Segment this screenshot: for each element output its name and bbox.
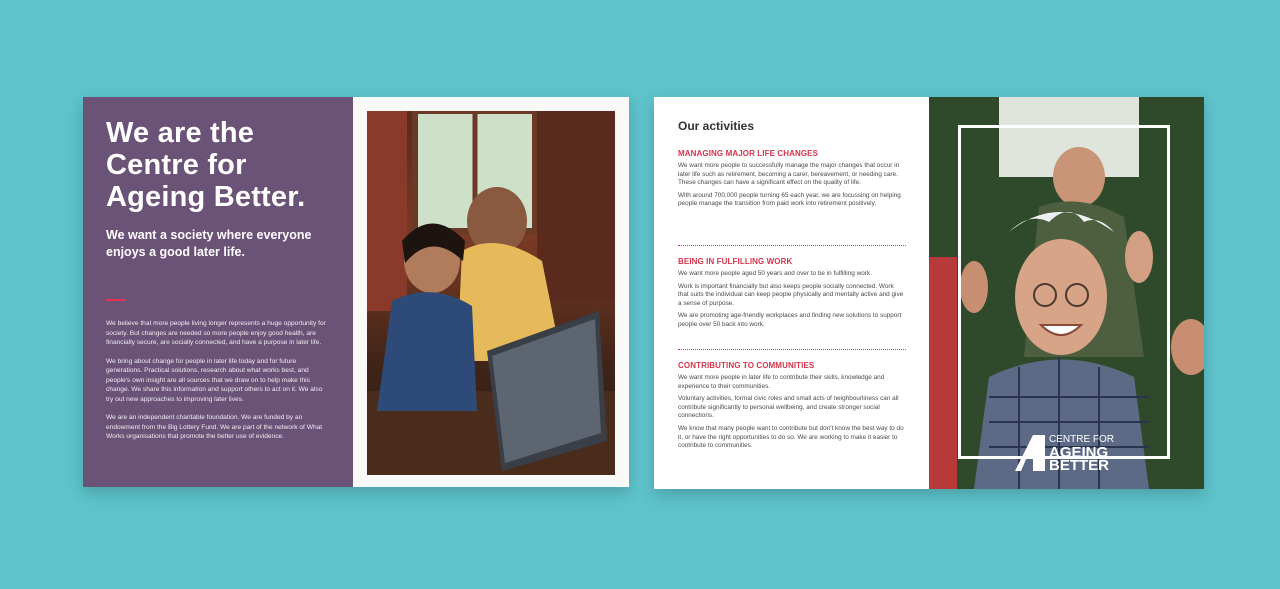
subheadline (106, 227, 336, 261)
photo-illustration (367, 111, 615, 475)
red-divider (106, 299, 126, 301)
headline-line-3: Ageing Better. (106, 181, 306, 213)
section-paragraph: We want more people in later life to contribute their skills, knowledge and experience to their communities. (678, 374, 885, 390)
section-paragraph: Voluntary activities, formal civic roles and small acts of neighbourliness can all contribute significantly to personal wellbeing, and create stronger social connections. (678, 395, 899, 420)
section-paragraph: We want more people aged 50 years and over to be in fulfilling work. (678, 270, 872, 277)
dotted-divider (678, 349, 906, 350)
logo-wordmark (1049, 433, 1114, 472)
intro-paragraph: We are an independent charitable foundation. We are funded by an endowment from the Big Lottery Fund. We are part of the network of What Works organisations that promote the better use of evidence. (106, 414, 323, 440)
activities-title: Our activities (678, 119, 755, 133)
logo-line-2: AGEING (1049, 444, 1109, 461)
subhead-line-2: enjoys a good later life. (106, 245, 245, 259)
intro-paragraph: We believe that more people living longer represents a huge opportunity for society. But changes are needed so more people enjoy good health, are financially secure, are socially connected, and have a purpose in later life. (106, 320, 326, 346)
intro-body-copy (106, 319, 328, 451)
subhead-line-1: We want a society where everyone (106, 228, 312, 242)
section-heading: CONTRIBUTING TO COMMUNITIES (678, 361, 815, 370)
purple-intro-page (83, 97, 353, 487)
intro-paragraph: We bring about change for people in later life today and for future generations. Practical solutions, research about what works best, and people's own insight are all sources that we draw on to help make this change. We share this information and support others to act on it. We also try out new approaches to improving later lives. (106, 357, 323, 403)
centre-for-ageing-better-logo (1015, 433, 1114, 472)
logo-mark-icon (1015, 435, 1045, 471)
section-heading: BEING IN FULFILLING WORK (678, 257, 793, 266)
photo-girl-grandmother-laptop (367, 111, 615, 475)
section-paragraph: Work is important financially but also keeps people socially connected. Work that suits the individual can keep people physically and mentally active and give a sense of purpose. (678, 282, 904, 307)
section-major-life-changes (678, 149, 906, 213)
headline-line-1: We are the (106, 117, 255, 149)
section-paragraph: We are promoting age-friendly workplaces and finding new solutions to support people over 50 back into work. (678, 312, 902, 328)
section-contributing-communities (678, 361, 906, 455)
left-brochure-spread (83, 97, 629, 487)
headline-line-2: Centre for (106, 149, 247, 181)
section-fulfilling-work (678, 257, 906, 334)
section-paragraph: We know that many people want to contribute but don't know the best way to do it, or have the right opportunities to do so. We are working to make it easier to contribute to communities. (678, 424, 904, 450)
section-heading: MANAGING MAJOR LIFE CHANGES (678, 149, 819, 158)
right-brochure-spread (654, 97, 1204, 489)
section-paragraph: With around 700,000 people turning 65 each year, we are focussing on helping people manage the transition from paid work into retirement positively. (678, 191, 901, 208)
photo-page-left (353, 97, 629, 487)
logo-line-3: BETTER (1049, 457, 1109, 474)
dotted-divider (678, 245, 906, 246)
photo-page-right (929, 97, 1204, 489)
activities-page (654, 97, 929, 489)
logo-line-1: CENTRE FOR (1049, 434, 1114, 445)
white-frame-overlay (958, 125, 1170, 459)
section-paragraph: We want more people to successfully manage the major changes that occur in later life such as retirement, becoming a carer, bereavement, or needing care. These changes can have a significant effect on the quality of life. (678, 162, 900, 187)
headline (106, 117, 336, 213)
